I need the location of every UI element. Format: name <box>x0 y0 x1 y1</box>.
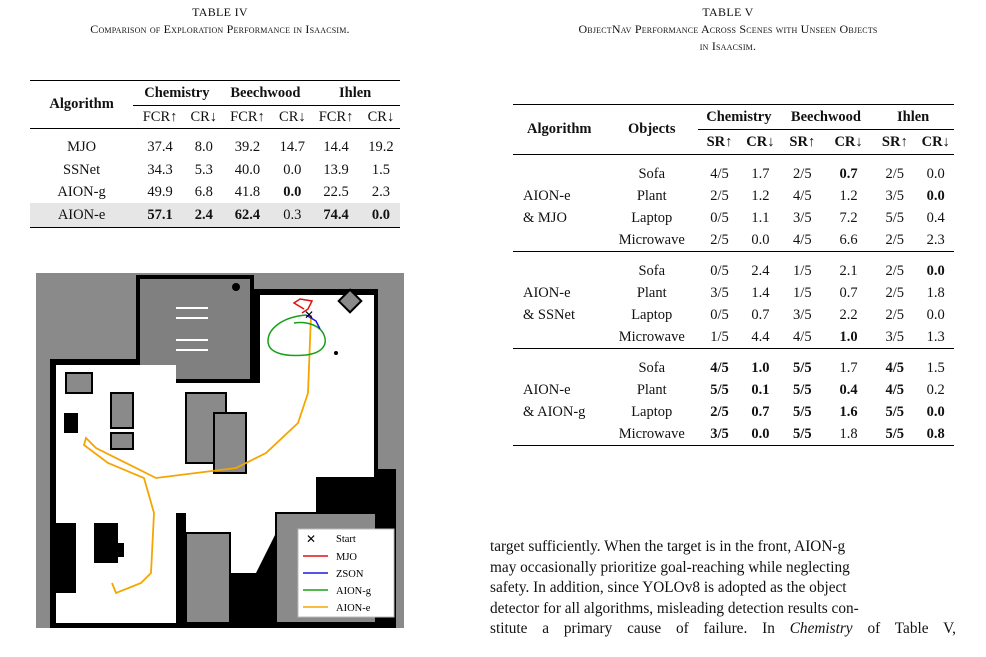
table5-cell: 4/5 <box>710 165 729 182</box>
table4-cell: 19.2 <box>368 138 394 155</box>
table5-cell: 2/5 <box>710 231 729 248</box>
table4-cell: 0.0 <box>362 203 400 228</box>
table5-object-cell: Sofa <box>638 165 666 182</box>
table5-algorithm-cell <box>513 423 606 446</box>
table5 <box>513 104 954 446</box>
table5-cell: 0.2 <box>926 381 945 398</box>
table5-cell: 1.2 <box>839 187 858 204</box>
map-legend <box>298 529 394 617</box>
table5-object-cell: Laptop <box>631 403 673 420</box>
table5-algorithm-cell <box>513 155 606 186</box>
table4-caption-text: Comparison of Exploration Performance in Isaacsim. <box>90 22 350 36</box>
table5-scene-ihlen: Ihlen <box>872 105 954 130</box>
table5-cell: 4/5 <box>885 359 905 376</box>
table4-cell: 14.4 <box>323 138 349 155</box>
table5-cell: 5/5 <box>793 359 812 376</box>
table4-cell: 49.9 <box>147 183 173 200</box>
table4-cell: 22.5 <box>323 183 349 200</box>
body-paragraph <box>490 537 956 640</box>
table5-cell: 3/5 <box>793 209 812 226</box>
table5-cell: 5/5 <box>710 381 729 398</box>
table5-cell: 7.2 <box>839 209 858 226</box>
table5-algorithm-cell: & SSNet <box>523 306 575 323</box>
table5-algorithm-cell: & MJO <box>523 209 567 226</box>
table4-metric: CR↓ <box>190 108 218 125</box>
table5-algorithm-cell <box>513 326 606 349</box>
table5-metric: CR↓ <box>834 133 863 150</box>
paragraph-line: target sufficiently. When the target is in the front, AION-g <box>490 538 846 555</box>
paragraph-line <box>490 619 956 640</box>
start-marker: ✕ <box>304 308 315 322</box>
table5-cell: 1.8 <box>926 284 945 301</box>
table4-scene-chemistry: Chemistry <box>133 81 220 106</box>
table5-cell: 2.4 <box>751 262 770 279</box>
legend-start-icon: ✕ <box>306 532 317 546</box>
table4-title: TABLE IV <box>192 5 248 19</box>
table5-cell: 0.0 <box>926 306 945 323</box>
table4-row-name: AION-e <box>30 203 133 228</box>
table5-object-cell: Sofa <box>638 359 666 376</box>
table4-row-name: AION-g <box>57 183 106 200</box>
table4-cell: 39.2 <box>234 138 261 155</box>
paragraph-line5-pre: stitute a primary cause of failure. In <box>490 620 790 638</box>
table5-cell: 4/5 <box>710 359 729 376</box>
table5-cell: 1.3 <box>926 328 945 345</box>
table5-metric: SR↑ <box>706 133 733 150</box>
table5-object-cell: Plant <box>636 381 667 398</box>
table5-cell: 1/5 <box>710 328 729 345</box>
table5-cell: 1/5 <box>793 262 812 279</box>
table5-cell: 0.0 <box>751 425 770 442</box>
table5-cell: 5/5 <box>793 381 812 398</box>
table4-cell: 74.4 <box>310 203 362 228</box>
table5-cell: 2.3 <box>926 231 945 248</box>
table5-cell: 3/5 <box>793 306 812 323</box>
table5-cell: 4/5 <box>885 381 905 398</box>
table4-cell: 57.1 <box>133 203 187 228</box>
table4-cell: 0.3 <box>274 203 310 228</box>
table5-cell: 2/5 <box>710 403 729 420</box>
table5-cell: 5/5 <box>793 403 812 420</box>
table4-metric: FCR↑ <box>142 108 178 125</box>
table5-algorithm-cell: AION-e <box>523 381 571 398</box>
table5-cell: 0/5 <box>710 209 729 226</box>
table4-header-algorithm: Algorithm <box>49 96 114 112</box>
paragraph-line5-post: of Table V, <box>852 620 956 638</box>
table5-object-cell: Plant <box>636 284 667 301</box>
table5-cell: 6.6 <box>839 231 858 248</box>
table5-cell: 1.0 <box>751 359 770 376</box>
table4-cell: 0.0 <box>283 161 302 178</box>
table4-cell: 6.8 <box>194 183 213 200</box>
table4-caption <box>0 4 440 38</box>
paragraph-line: detector for all algorithms, misleading detection results con- <box>490 599 859 617</box>
table4-row-name: MJO <box>67 138 97 155</box>
table5-object-cell: Microwave <box>618 231 685 248</box>
legend-label-zson: ZSON <box>336 569 364 580</box>
table4-cell: 37.4 <box>147 138 173 155</box>
table5-caption-line1: ObjectNav Performance Across Scenes with Unseen Objects <box>578 22 878 36</box>
table5-scene-beechwood: Beechwood <box>780 105 872 130</box>
paragraph-line5-em: Chemistry <box>789 620 853 638</box>
table5-cell: 0.4 <box>839 381 858 398</box>
paragraph-line: may occasionally prioritize goal-reaching while neglecting <box>490 558 850 576</box>
table5-cell: 2/5 <box>885 284 905 301</box>
table5-cell: 2/5 <box>885 165 905 182</box>
table5-cell: 4.4 <box>751 328 770 345</box>
table5-algorithm-cell: & AION-g <box>523 403 586 420</box>
table5-cell: 1.1 <box>751 209 770 226</box>
table5-title: TABLE V <box>702 5 754 19</box>
table5-cell: 3/5 <box>710 284 729 301</box>
table5-cell: 2/5 <box>885 231 905 248</box>
table4-cell: 5.3 <box>194 161 213 178</box>
legend-label-aion-e: AION-e <box>336 603 371 614</box>
table5-metric: CR↓ <box>921 133 950 150</box>
table5-caption <box>470 4 986 55</box>
table5-algorithm-cell <box>513 229 606 252</box>
table5-cell: 5/5 <box>885 209 905 226</box>
table5-algorithm-cell <box>513 349 606 380</box>
table4-metric: CR↓ <box>279 108 306 125</box>
table5-cell: 0/5 <box>710 262 729 279</box>
table4-scene-ihlen: Ihlen <box>310 81 400 106</box>
table5-cell: 3/5 <box>885 328 905 345</box>
table5-cell: 2/5 <box>885 262 905 279</box>
table5-cell: 1.4 <box>751 284 770 301</box>
table5-cell: 3/5 <box>710 425 729 442</box>
table4-row-name: SSNet <box>63 161 101 178</box>
table4-metric: CR↓ <box>367 108 395 125</box>
table5-cell: 4/5 <box>793 231 812 248</box>
table4-cell: 40.0 <box>234 161 261 178</box>
table5-cell: 1.2 <box>751 187 770 204</box>
table4-cell: 14.7 <box>279 138 306 155</box>
table5-header-algorithm: Algorithm <box>527 121 592 137</box>
table5-cell: 0.0 <box>926 187 945 204</box>
table5-cell: 0.7 <box>751 306 770 323</box>
paragraph-line: safety. In addition, since YOLOv8 is adopted as the object <box>490 579 847 597</box>
legend-label-aion-g: AION-g <box>336 586 371 597</box>
table5-cell: 0/5 <box>710 306 729 323</box>
table4-cell: 13.9 <box>323 161 349 178</box>
table5-algorithm-cell: AION-e <box>523 284 571 301</box>
table5-object-cell: Laptop <box>631 306 673 323</box>
table4-cell: 1.5 <box>371 161 390 178</box>
table5-cell: 4/5 <box>793 328 812 345</box>
table5-cell: 1.6 <box>839 403 858 420</box>
table4-cell: 2.4 <box>187 203 221 228</box>
table5-cell: 2.2 <box>839 306 858 323</box>
table5-cell: 0.8 <box>926 425 945 442</box>
table4-cell: 0.0 <box>283 183 302 200</box>
table5-cell: 0.1 <box>751 381 770 398</box>
table4-cell: 8.0 <box>194 138 213 155</box>
table5-cell: 0.7 <box>839 284 858 301</box>
table5-metric: CR↓ <box>746 133 775 150</box>
table5-cell: 0.7 <box>751 403 770 420</box>
table4 <box>30 80 400 228</box>
table4-metric: FCR↑ <box>230 108 265 125</box>
table5-cell: 0.4 <box>926 209 945 226</box>
table5-header-objects: Objects <box>627 121 676 137</box>
table5-cell: 1.5 <box>926 359 945 376</box>
table5-cell: 2/5 <box>885 306 905 323</box>
table5-object-cell: Plant <box>636 187 667 204</box>
table5-cell: 2/5 <box>793 165 812 182</box>
table5-cell: 5/5 <box>793 425 812 442</box>
table5-object-cell: Sofa <box>638 262 666 279</box>
table5-scene-chemistry: Chemistry <box>698 105 780 130</box>
table5-cell: 1.8 <box>839 425 858 442</box>
table4-metric: FCR↑ <box>318 108 354 125</box>
table4-cell: 2.3 <box>371 183 390 200</box>
table4-cell: 41.8 <box>234 183 261 200</box>
table5-cell: 1/5 <box>793 284 812 301</box>
table5-cell: 4/5 <box>793 187 812 204</box>
table5-cell: 2/5 <box>710 187 729 204</box>
table5-cell: 5/5 <box>885 425 905 442</box>
table5-cell: 1.0 <box>839 328 858 345</box>
table5-cell: 0.0 <box>926 403 945 420</box>
legend-label-mjo: MJO <box>336 552 358 563</box>
table4-cell: 62.4 <box>221 203 275 228</box>
table5-cell: 1.7 <box>751 165 770 182</box>
trajectory-map <box>36 273 404 628</box>
table5-cell: 0.0 <box>751 231 770 248</box>
table5-object-cell: Microwave <box>618 425 685 442</box>
table5-cell: 5/5 <box>885 403 905 420</box>
table4-scene-beechwood: Beechwood <box>221 81 311 106</box>
table5-object-cell: Laptop <box>631 209 673 226</box>
table5-cell: 0.7 <box>839 165 858 182</box>
table5-cell: 0.0 <box>926 262 945 279</box>
table5-metric: SR↑ <box>789 133 816 150</box>
table5-cell: 2.1 <box>839 262 858 279</box>
table5-algorithm-cell: AION-e <box>523 187 571 204</box>
table5-cell: 0.0 <box>926 165 945 182</box>
table5-metric: SR↑ <box>881 133 908 150</box>
table5-object-cell: Microwave <box>618 328 685 345</box>
map-room-chemistry <box>140 279 250 379</box>
table5-algorithm-cell <box>513 252 606 283</box>
table4-cell: 34.3 <box>147 161 173 178</box>
table5-cell: 1.7 <box>839 359 858 376</box>
legend-start-label: Start <box>336 534 356 545</box>
table5-caption-line2: in Isaacsim. <box>699 39 757 53</box>
table5-cell: 3/5 <box>885 187 905 204</box>
